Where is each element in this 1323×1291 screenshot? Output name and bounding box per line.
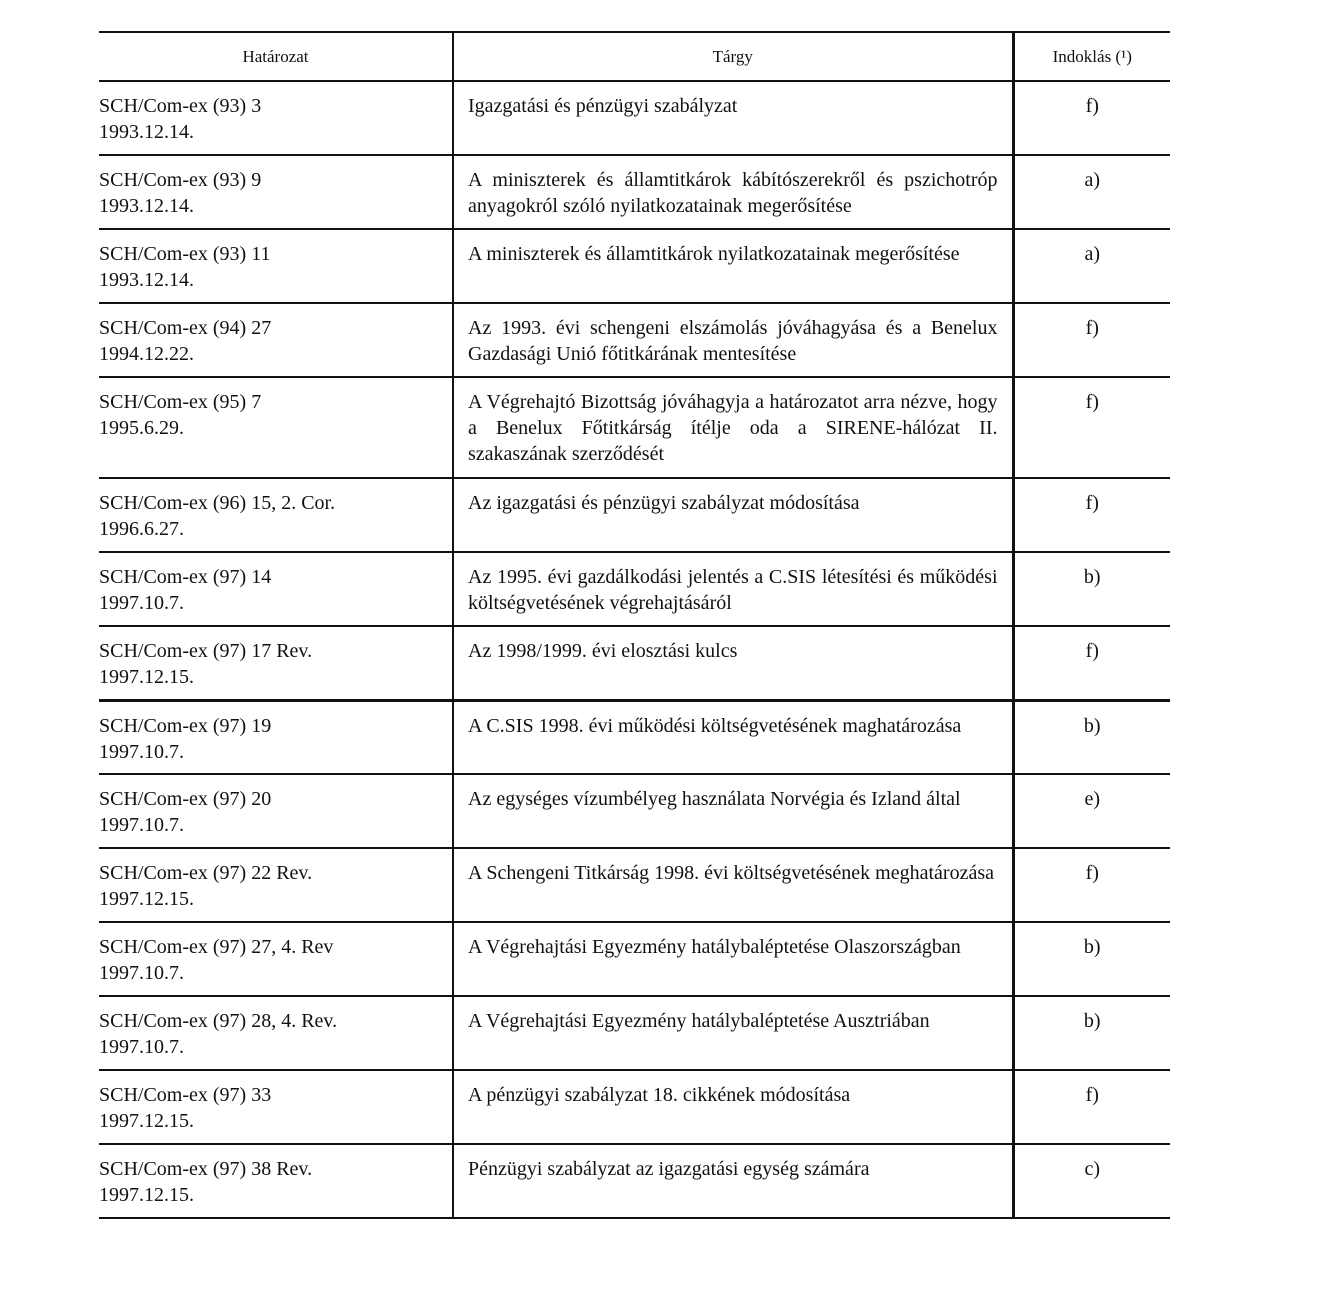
subject-cell: A Schengeni Titkárság 1998. évi költségvetésének meghatározása	[453, 848, 1013, 922]
decision-date: 1995.6.29.	[99, 417, 184, 439]
reason-cell: b)	[1013, 996, 1170, 1070]
decision-cell	[99, 700, 453, 774]
decision-cell	[99, 377, 453, 478]
decisions-table	[99, 31, 1170, 1219]
reason-cell: f)	[1013, 303, 1170, 377]
decision-date: 1993.12.14.	[99, 121, 194, 143]
decision-date: 1997.12.15.	[99, 1110, 194, 1132]
decision-code: SCH/Com-ex (93) 11	[99, 243, 271, 265]
table-header	[99, 32, 1170, 81]
header-row	[99, 32, 1170, 81]
reason-cell: b)	[1013, 922, 1170, 996]
table-row	[99, 155, 1170, 229]
decision-date: 1997.12.15.	[99, 1184, 194, 1206]
decision-code: SCH/Com-ex (94) 27	[99, 317, 272, 339]
decision-cell	[99, 81, 453, 155]
reason-cell: c)	[1013, 1144, 1170, 1218]
decision-date: 1994.12.22.	[99, 343, 194, 365]
decision-code: SCH/Com-ex (97) 27, 4. Rev	[99, 936, 334, 958]
subject-cell: Az 1998/1999. évi elosztási kulcs	[453, 626, 1013, 700]
table-row	[99, 81, 1170, 155]
decision-cell	[99, 626, 453, 700]
reason-cell: f)	[1013, 1070, 1170, 1144]
decision-code: SCH/Com-ex (95) 7	[99, 391, 262, 413]
table-row	[99, 478, 1170, 552]
subject-cell: A Végrehajtási Egyezmény hatálybaléptetése Ausztriában	[453, 996, 1013, 1070]
decision-code: SCH/Com-ex (93) 3	[99, 95, 262, 117]
decision-date: 1993.12.14.	[99, 269, 194, 291]
decision-date: 1997.10.7.	[99, 740, 184, 763]
decision-cell	[99, 478, 453, 552]
reason-cell: f)	[1013, 626, 1170, 700]
table-row	[99, 303, 1170, 377]
reason-cell: f)	[1013, 848, 1170, 922]
reason-cell: b)	[1013, 552, 1170, 626]
decision-code: SCH/Com-ex (97) 19	[99, 714, 272, 737]
decision-date: 1997.12.15.	[99, 666, 194, 688]
decision-code: SCH/Com-ex (93) 9	[99, 169, 262, 191]
table-row	[99, 1144, 1170, 1218]
decision-code: SCH/Com-ex (97) 14	[99, 566, 272, 588]
decision-code: SCH/Com-ex (97) 22 Rev.	[99, 862, 313, 884]
subject-cell: A pénzügyi szabályzat 18. cikkének módosítása	[453, 1070, 1013, 1144]
reason-cell: a)	[1013, 229, 1170, 303]
reason-cell: b)	[1013, 700, 1170, 774]
table-row	[99, 377, 1170, 478]
table-row	[99, 552, 1170, 626]
table-body	[99, 81, 1170, 1218]
subject-cell: Igazgatási és pénzügyi szabályzat	[453, 81, 1013, 155]
subject-cell: Az egységes vízumbélyeg használata Norvégia és Izland által	[453, 774, 1013, 848]
decision-date: 1996.6.27.	[99, 518, 184, 540]
table-row	[99, 774, 1170, 848]
decision-code: SCH/Com-ex (97) 28, 4. Rev.	[99, 1010, 338, 1032]
table-row	[99, 848, 1170, 922]
table-row	[99, 922, 1170, 996]
table-row	[99, 700, 1170, 774]
decision-cell	[99, 996, 453, 1070]
reason-cell: e)	[1013, 774, 1170, 848]
decision-cell	[99, 303, 453, 377]
decision-code: SCH/Com-ex (97) 17 Rev.	[99, 640, 313, 662]
subject-cell: Pénzügyi szabályzat az igazgatási egység számára	[453, 1144, 1013, 1218]
decision-date: 1993.12.14.	[99, 195, 194, 217]
decision-date: 1997.10.7.	[99, 1036, 184, 1058]
subject-cell: A miniszterek és államtitkárok nyilatkozatainak megerősítése	[453, 229, 1013, 303]
decision-cell	[99, 922, 453, 996]
decision-date: 1997.10.7.	[99, 962, 184, 984]
decision-cell	[99, 848, 453, 922]
reason-cell: f)	[1013, 377, 1170, 478]
decision-cell	[99, 229, 453, 303]
subject-cell: Az 1995. évi gazdálkodási jelentés a C.SIS létesítési és működési költségvetésének végrehajtásáról	[453, 552, 1013, 626]
decision-code: SCH/Com-ex (97) 33	[99, 1084, 272, 1106]
decision-cell	[99, 1144, 453, 1218]
table-row	[99, 1070, 1170, 1144]
subject-cell: A C.SIS 1998. évi működési költségvetésének maghatározása	[453, 700, 1013, 774]
decision-date: 1997.10.7.	[99, 814, 184, 836]
decision-cell	[99, 1070, 453, 1144]
decision-cell	[99, 155, 453, 229]
decision-cell	[99, 774, 453, 848]
table-row	[99, 996, 1170, 1070]
decision-cell	[99, 552, 453, 626]
decision-code: SCH/Com-ex (97) 20	[99, 788, 272, 810]
subject-cell: A miniszterek és államtitkárok kábítószerekről és pszichotróp anyagokról szóló nyilatkozatainak megerősítése	[453, 155, 1013, 229]
subject-cell: A Végrehajtó Bizottság jóváhagyja a határozatot arra nézve, hogy a Benelux Főtitkárság ítélje oda a SIRENE-hálózat II. szakaszának szerződését	[453, 377, 1013, 478]
subject-cell: Az 1993. évi schengeni elszámolás jóváhagyása és a Benelux Gazdasági Unió főtitkárának mentesítése	[453, 303, 1013, 377]
header-indoklas: Indoklás (¹)	[1013, 32, 1170, 81]
header-targy: Tárgy	[453, 32, 1013, 81]
subject-cell: A Végrehajtási Egyezmény hatálybaléptetése Olaszországban	[453, 922, 1013, 996]
reason-cell: f)	[1013, 81, 1170, 155]
decision-date: 1997.12.15.	[99, 888, 194, 910]
header-hatarozat: Határozat	[99, 32, 453, 81]
table-row	[99, 229, 1170, 303]
decision-code: SCH/Com-ex (96) 15, 2. Cor.	[99, 492, 336, 514]
decision-code: SCH/Com-ex (97) 38 Rev.	[99, 1158, 313, 1180]
reason-cell: a)	[1013, 155, 1170, 229]
decision-date: 1997.10.7.	[99, 592, 184, 614]
table-row	[99, 626, 1170, 700]
subject-cell: Az igazgatási és pénzügyi szabályzat módosítása	[453, 478, 1013, 552]
reason-cell: f)	[1013, 478, 1170, 552]
